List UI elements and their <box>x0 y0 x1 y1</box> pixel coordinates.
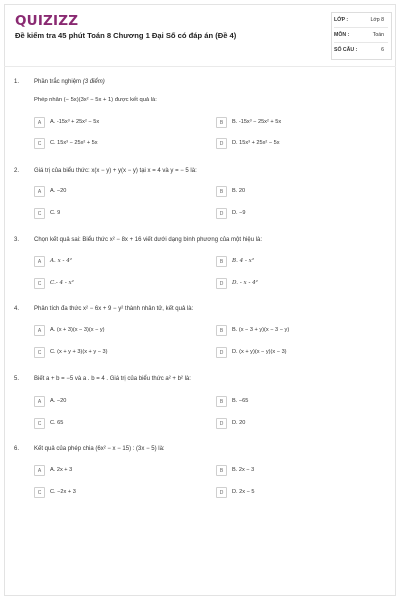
option-d-text[interactable]: D. 2x − 5 <box>232 489 255 495</box>
option-b-box[interactable]: B <box>216 256 227 267</box>
option-a-box[interactable]: A <box>34 465 45 476</box>
option-d-text[interactable]: D. (x + y)(x − y)(x − 3) <box>232 349 287 355</box>
option-b-text[interactable]: B. −65 <box>232 398 249 404</box>
option-c-text[interactable]: C. 65 <box>50 420 64 426</box>
question-text: Biết a + b = −5 và a . b = 4 . Giá trị của biểu thức a² + b² là: <box>34 376 191 382</box>
page-frame <box>4 4 396 596</box>
option-a-box[interactable]: A <box>34 325 45 336</box>
info-value: 6 <box>381 47 384 53</box>
option-a-text[interactable]: A. -15x³ + 25x² − 5x <box>50 119 100 125</box>
question-number: 4. <box>14 306 20 312</box>
question-number: 1. <box>14 79 20 85</box>
option-a-text[interactable]: A. x - 4² <box>50 258 72 264</box>
option-c-box[interactable]: C <box>34 418 45 429</box>
question-text: Giá trị của biểu thức: x(x − y) + y(x − y) tại x = 4 và y = − 5 là: <box>34 168 197 174</box>
option-b-box[interactable]: B <box>216 396 227 407</box>
question-number: 6. <box>14 446 20 452</box>
option-a-text[interactable]: A. −20 <box>50 188 67 194</box>
question-heading: Phần trắc nghiệm <box>34 79 82 85</box>
option-d-text[interactable]: D. - x - 4² <box>232 280 258 286</box>
option-a-box[interactable]: A <box>34 396 45 407</box>
option-a-box[interactable]: A <box>34 256 45 267</box>
question-stem: Phép nhân (− 5x)(3x² − 5x + 1) được kết quả là: <box>34 97 157 103</box>
option-c-text[interactable]: C. −2x + 3 <box>50 489 76 495</box>
option-b-box[interactable]: B <box>216 186 227 197</box>
option-d-text[interactable]: D. −9 <box>232 210 246 216</box>
option-d-box[interactable]: D <box>216 487 227 498</box>
question-number: 2. <box>14 168 20 174</box>
option-c-box[interactable]: C <box>34 138 45 149</box>
option-b-text[interactable]: B. 2x − 3 <box>232 467 255 473</box>
option-d-box[interactable]: D <box>216 418 227 429</box>
option-c-box[interactable]: C <box>34 487 45 498</box>
question-text <box>34 79 105 85</box>
option-d-box[interactable]: D <box>216 138 227 149</box>
option-b-text[interactable]: B. (x − 3 + y)(x − 3 − y) <box>232 327 290 333</box>
question-number: 3. <box>14 237 20 243</box>
info-value: Toán <box>372 32 384 38</box>
option-d-box[interactable]: D <box>216 278 227 289</box>
header-divider <box>4 66 396 67</box>
option-c-text[interactable]: C. 15x³ − 25x² + 5x <box>50 140 98 146</box>
option-b-box[interactable]: B <box>216 325 227 336</box>
option-a-box[interactable]: A <box>34 117 45 128</box>
option-d-box[interactable]: D <box>216 208 227 219</box>
question-text: Phân tích đa thức x² − 6x + 9 − y² thành nhân tử, kết quả là: <box>34 306 194 312</box>
option-c-text[interactable]: C.- 4 - x² <box>50 280 74 286</box>
document-title: Đề kiểm tra 45 phút Toán 8 Chương 1 Đại Số có đáp án (Đề 4) <box>15 31 237 40</box>
question-text: Chọn kết quả sai: Biểu thức x² − 8x + 16 viết dưới dạng bình phương của một hiệu là: <box>34 237 263 243</box>
option-b-text[interactable]: B. -15x³ − 25x² + 5x <box>232 119 282 125</box>
option-c-box[interactable]: C <box>34 347 45 358</box>
question-hint: (3 điểm) <box>82 79 105 85</box>
option-d-text[interactable]: D. 15x³ + 25x² − 5x <box>232 140 280 146</box>
question-number: 5. <box>14 376 20 382</box>
option-a-text[interactable]: A. 2x + 3 <box>50 467 73 473</box>
question-text: Kết quả của phép chia (6x² − x − 15) : (3x − 5) là: <box>34 446 165 452</box>
info-label: LỚP : <box>334 17 349 23</box>
option-b-text[interactable]: B. 20 <box>232 188 246 194</box>
option-d-box[interactable]: D <box>216 347 227 358</box>
info-row-count <box>334 43 388 57</box>
option-c-text[interactable]: C. 9 <box>50 210 61 216</box>
option-b-box[interactable]: B <box>216 117 227 128</box>
option-a-text[interactable]: A. (x + 3)(x − 3)(x − y) <box>50 327 105 333</box>
option-c-box[interactable]: C <box>34 278 45 289</box>
info-value: Lớp 8 <box>370 17 384 23</box>
option-c-box[interactable]: C <box>34 208 45 219</box>
option-a-text[interactable]: A. −20 <box>50 398 67 404</box>
info-label: MÔN : <box>334 32 350 38</box>
option-a-box[interactable]: A <box>34 186 45 197</box>
option-b-text[interactable]: B. 4 - x² <box>232 258 255 264</box>
info-row-subject <box>334 28 388 43</box>
info-row-class <box>334 13 388 28</box>
option-c-text[interactable]: C. (x + y + 3)(x + y − 3) <box>50 349 108 355</box>
quizizz-logo: QUIZIZZ <box>15 13 79 29</box>
option-d-text[interactable]: D. 20 <box>232 420 246 426</box>
info-label: SỐ CÂU : <box>334 47 358 53</box>
option-b-box[interactable]: B <box>216 465 227 476</box>
